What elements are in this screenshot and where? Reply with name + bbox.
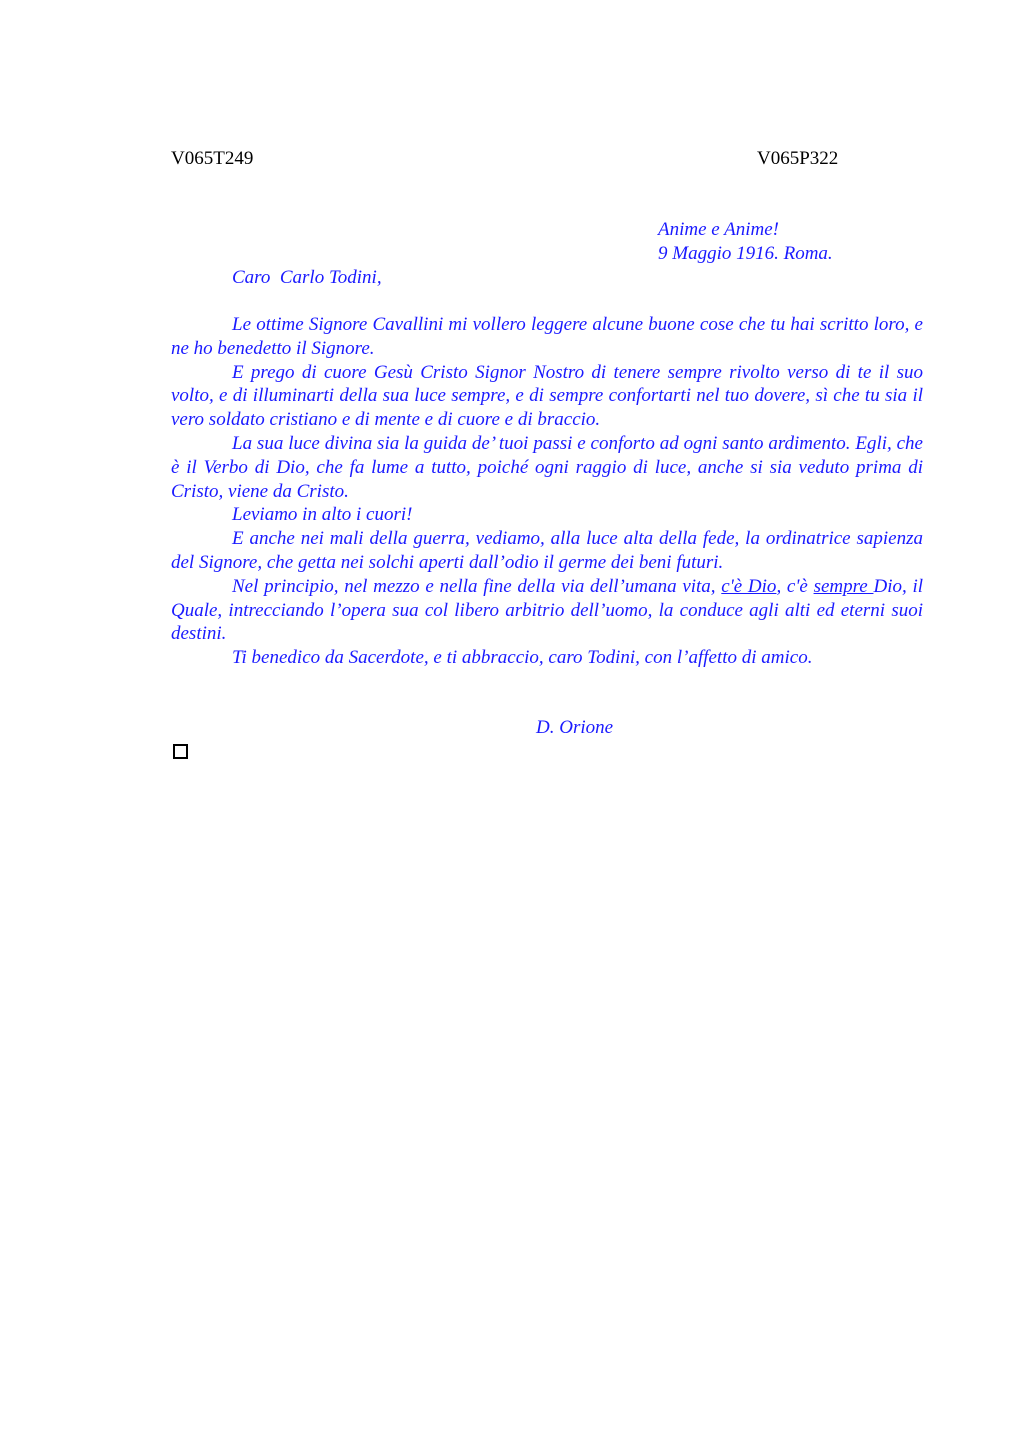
paragraph-6	[171, 575, 923, 646]
end-marker-square-icon	[173, 744, 188, 759]
paragraph-3: La sua luce divina sia la guida de’ tuoi passi e conforto ad ogni santo ardimento. Egli, che è il Verbo di Dio, che fa lume a tutto, poiché ogni raggio di luce, anche si sia veduto prima di Cristo, viene da Cristo.	[171, 432, 923, 502]
signature: D. Orione	[536, 717, 614, 738]
letter-date-place: 9 Maggio 1916. Roma.	[658, 243, 833, 264]
paragraph-closing: Ti benedico da Sacerdote, e ti abbraccio, caro Todini, con l’affetto di amico.	[232, 647, 813, 669]
paragraph-6-before: Nel principio, nel mezzo e nella fine della via dell’umana vita,	[232, 575, 722, 597]
letter-body	[171, 313, 923, 670]
letter-motto: Anime e Anime!	[658, 219, 779, 240]
letter-salutation: Caro Carlo Todini,	[232, 267, 382, 288]
archive-code-left: V065T249	[171, 148, 254, 169]
underlined-word-sempre: sempre	[813, 575, 874, 597]
paragraph-1: Le ottime Signore Cavallini mi vollero leggere alcune buone cose che tu hai scritto loro, e ne ho benedetto il Signore.	[171, 314, 923, 359]
letter-heading	[658, 218, 833, 266]
paragraph-4: Leviamo in alto i cuori!	[232, 504, 413, 526]
archive-code-right: V065P322	[757, 148, 839, 169]
paragraph-2: E prego di cuore Gesù Cristo Signor Nostro di tenere sempre rivolto verso di te il suo volto, e di illuminarti della sua luce sempre, e di sempre confortarti nel tuo dovere, sì che tu sia il vero soldato cristiano e di mente e di cuore e di braccio.	[171, 361, 923, 431]
paragraph-6-after: Dio, il Quale, intrecciando l’opera sua col libero arbitrio dell’uomo, la conduce agli alti ed eterni suoi destini.	[171, 575, 923, 645]
underlined-phrase-ce-dio: c'è Dio	[721, 575, 777, 597]
paragraph-5: E anche nei mali della guerra, vediamo, alla luce alta della fede, la ordinatrice sapienza del Signore, che getta nei solchi aperti dall’odio il germe dei beni futuri.	[171, 528, 923, 573]
paragraph-6-middle: , c'è	[776, 575, 814, 597]
